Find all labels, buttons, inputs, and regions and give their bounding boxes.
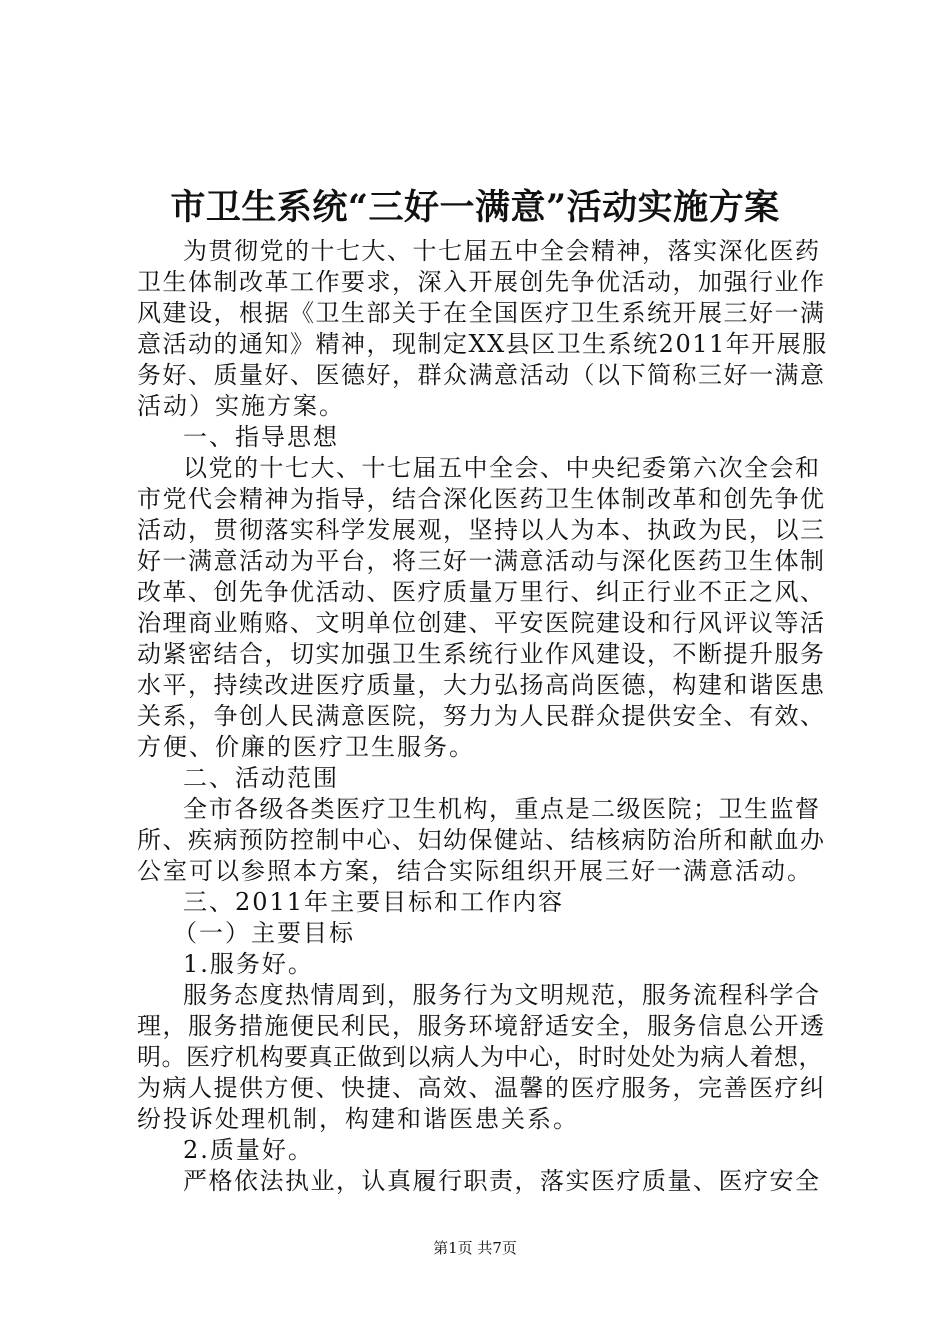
- body-line: 改革、创先争优活动、医疗质量万里行、纠正行业不正之风、: [137, 578, 826, 606]
- body-line: 理，服务措施便民利民，服务环境舒适安全，服务信息公开透: [137, 1012, 826, 1040]
- page-number: 第1页 共7页: [433, 1239, 517, 1257]
- body-line: 为贯彻党的十七大、十七届五中全会精神，落实深化医药: [183, 237, 821, 265]
- body-line: 动紧密结合，切实加强卫生系统行业作风建设，不断提升服务: [137, 640, 826, 668]
- body-line: 纷投诉处理机制，构建和谐医患关系。: [137, 1105, 579, 1133]
- body-line: 所、疾病预防控制中心、妇幼保健站、结核病防治所和献血办: [137, 826, 826, 854]
- section-heading: 二、活动范围: [183, 764, 339, 792]
- body-line: 活动）实施方案。: [137, 392, 345, 420]
- body-line: 服务态度热情周到，服务行为文明规范，服务流程科学合: [183, 981, 821, 1009]
- body-line: 方便、价廉的医疗卫生服务。: [137, 733, 475, 761]
- body-line: 意活动的通知》精神，现制定XX县区卫生系统2011年开展服: [137, 330, 828, 358]
- item-heading: 1.服务好。: [183, 950, 314, 978]
- document-title: 市卫生系统“三好一满意”活动实施方案: [170, 187, 780, 228]
- body-line: 市党代会精神为指导，结合深化医药卫生体制改革和创先争优: [137, 485, 826, 513]
- subsection-heading: （一）主要目标: [173, 919, 355, 947]
- item-heading: 2.质量好。: [183, 1136, 314, 1164]
- body-line: 治理商业贿赂、文明单位创建、平安医院建设和行风评议等活: [137, 609, 826, 637]
- body-line: 关系，争创人民满意医院，努力为人民群众提供安全、有效、: [137, 702, 826, 730]
- body-line: 风建设，根据《卫生部关于在全国医疗卫生系统开展三好一满: [137, 299, 826, 327]
- body-line: 明。医疗机构要真正做到以病人为中心，时时处处为病人着想，: [137, 1043, 823, 1071]
- body-line: 卫生体制改革工作要求，深入开展创先争优活动，加强行业作: [137, 268, 826, 296]
- body-line: 全市各级各类医疗卫生机构，重点是二级医院；卫生监督: [183, 795, 821, 823]
- body-line: 为病人提供方便、快捷、高效、温馨的医疗服务，完善医疗纠: [137, 1074, 826, 1102]
- body-line: 务好、质量好、医德好，群众满意活动（以下简称三好一满意: [137, 361, 826, 389]
- body-line: 公室可以参照本方案，结合实际组织开展三好一满意活动。: [137, 857, 813, 885]
- section-heading: 三、2011年主要目标和工作内容: [183, 888, 565, 916]
- body-line: 水平，持续改进医疗质量，大力弘扬高尚医德，构建和谐医患: [137, 671, 826, 699]
- body-line: 以党的十七大、十七届五中全会、中央纪委第六次全会和: [183, 454, 821, 482]
- section-heading: 一、指导思想: [183, 423, 339, 451]
- body-line: 好一满意活动为平台，将三好一满意活动与深化医药卫生体制: [137, 547, 826, 575]
- body-line: 严格依法执业，认真履行职责，落实医疗质量、医疗安全: [183, 1167, 821, 1195]
- body-line: 活动，贯彻落实科学发展观，坚持以人为本、执政为民，以三: [137, 516, 826, 544]
